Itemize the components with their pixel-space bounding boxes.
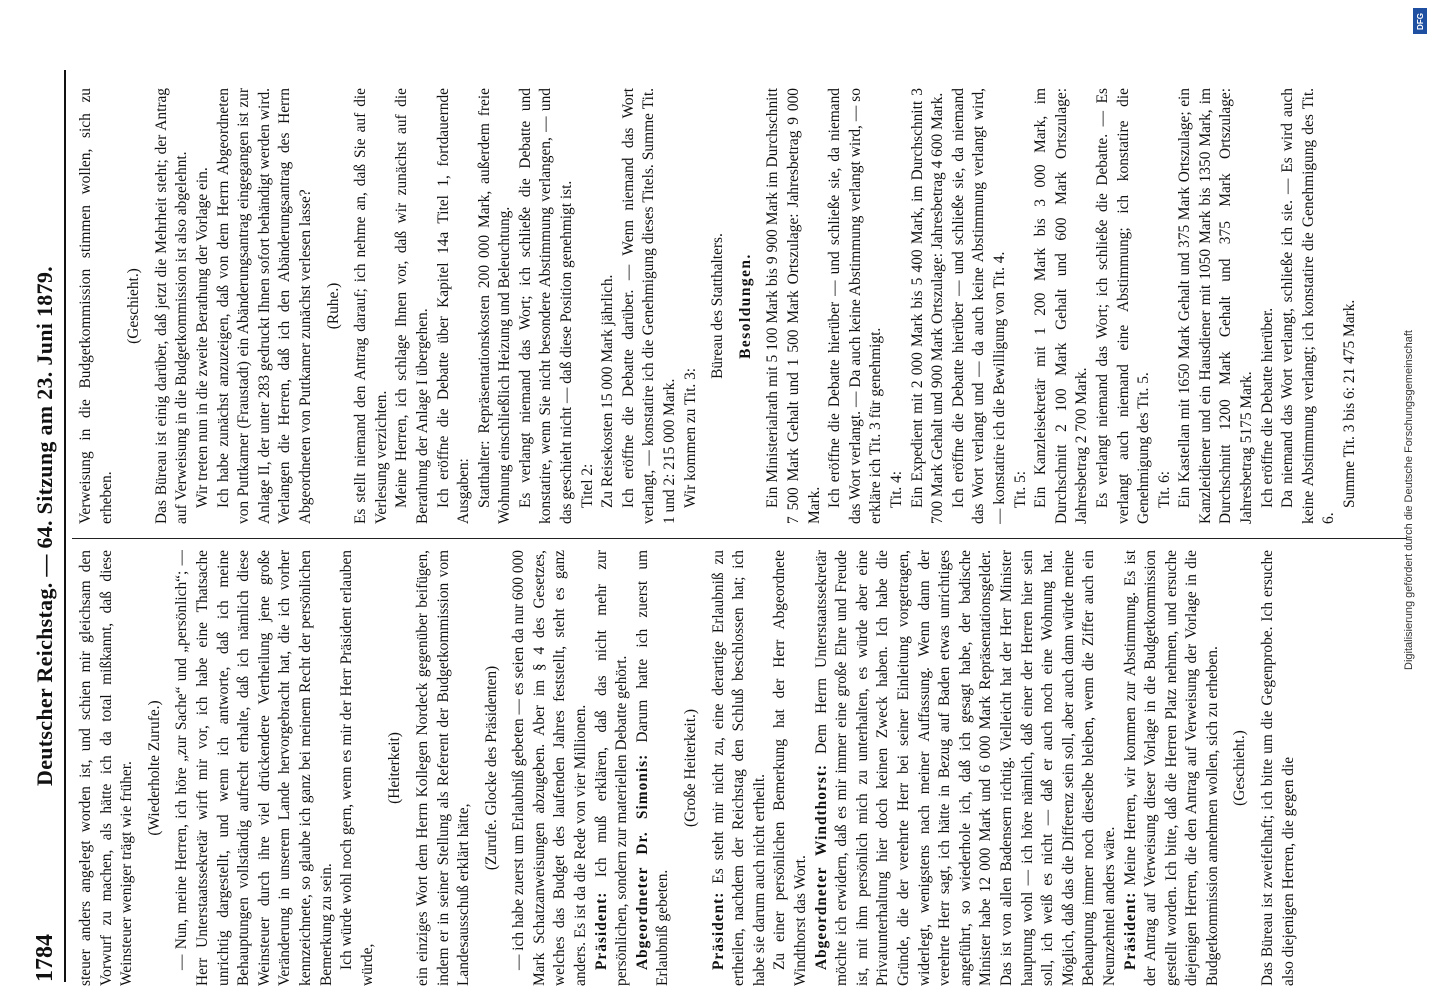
speaker-name: Präsident: xyxy=(709,891,727,970)
paragraph xyxy=(172,550,337,986)
paragraph-text: Zu Reisekosten 15 000 Mark jährlich. xyxy=(599,274,617,508)
paragraph xyxy=(193,88,214,524)
speech-paragraph xyxy=(592,550,633,986)
paragraph xyxy=(1093,88,1155,524)
paragraph-text: Es verlangt niemand das Wort; ich schließe die Debatte. — Es verlangt auch niemand eine Abstimmung; ich konstatire die Genehmigung des Tit. 5. xyxy=(1093,88,1153,524)
paragraph xyxy=(351,88,392,524)
paragraph-text: Ich eröffne die Debatte hierüber — und schließe sie, da niemand das Wort verlangt. — Da auch keine Abstimmung verlangt wird, — so erkläre ich Tit. 3 für genehmigt. xyxy=(826,88,885,524)
speech-paragraph xyxy=(633,550,674,986)
paragraph-text: Meine Herren, wir kommen zur Abstimmung. Es ist der Antrag auf Verweisung dieser Vorlage in die Budgetkommission gestellt worden. Ich bitte, daß die Herren Platz nehmen, und ersuche diejenigen Herren, die den Antrag auf Verweisung der Vorlage in die Budgetkommission annehmen wollen, sich zu erheben. xyxy=(1121,550,1221,986)
paragraph-text: Ich eröffne die Debatte hierüber. xyxy=(1258,307,1276,508)
right-column xyxy=(76,88,1406,524)
stage-direction: (Geschieht.) xyxy=(125,268,143,344)
paragraph xyxy=(578,88,599,524)
paragraph xyxy=(475,88,516,524)
stage-direction: (Zurufe. Glocke des Präsidenten) xyxy=(482,665,500,871)
paragraph xyxy=(1011,88,1032,524)
paragraph-text: Ein Kanzleisekretär mit 1 200 Mark bis 3 000 Mark, im Durchschnitt 2 100 Mark Gehalt und 600 Mark Ortszulage: Jahresbetrag 2 700 Mark. xyxy=(1032,88,1091,524)
paragraph-text: Wir kommen zu Tit. 3: xyxy=(681,367,699,508)
paragraph-text: Titel 2: xyxy=(578,463,596,508)
page-number: 1784 xyxy=(32,934,58,982)
paragraph-text: Zu einer persönlichen Bemerkung hat der Herr Abgeordnete Windthorst das Wort. xyxy=(771,550,809,986)
paragraph xyxy=(152,88,193,524)
paragraph-text: Ich eröffne die Debatte über Kapitel 14a Titel 1, fortdauernde Ausgaben: xyxy=(434,88,473,524)
stage-direction: Besoldungen. xyxy=(736,253,754,359)
paragraph xyxy=(770,550,811,986)
paragraph-text: Meine Herren, ich schlage Ihnen vor, daß wir zunächst auf die Berathung der Anlage I übergehen. xyxy=(393,88,431,524)
stage-direction: (Ruhe.) xyxy=(324,282,342,330)
paragraph-text: Ein Expedient mit 2 000 Mark bis 5 400 Mark, im Durchschnitt 3 700 Mark Gehalt und 900 Mark Ortszulage: Jahresbetrag 4 600 Mark. xyxy=(908,88,947,524)
paragraph xyxy=(619,88,681,524)
paragraph-text: Ich würde wohl noch gern, wenn es mir der Herr Präsident erlauben würde, xyxy=(338,550,376,986)
paragraph-text: Tit. 5: xyxy=(1011,470,1029,508)
paragraph xyxy=(1155,88,1176,524)
paragraph-text: Da niemand das Wort verlangt, schließe ich sie. — Es wird auch keine Abstimmung verlangt; ich konstatire die Genehmigung des Tit. 6. xyxy=(1279,88,1338,524)
paragraph xyxy=(214,88,317,524)
paragraph xyxy=(825,88,887,524)
paragraph-text: Ich habe zunächst anzuzeigen, daß von dem Herrn Abgeordneten von Puttkamer (Fraustadt) ein Abänderungsantrag eingegangen ist zur Anlage II, der unter 283 gedruckt Ihnen sofort behändigt werden wird. Verlangen die Herren, daß ich den Abänderungsantrag des Herrn Abgeordneten von Puttkamer zunächst verlesen lasse? xyxy=(214,88,314,524)
paragraph xyxy=(1278,88,1340,524)
paragraph xyxy=(516,88,578,524)
speech-paragraph xyxy=(1121,550,1224,986)
paragraph xyxy=(1340,88,1361,524)
paragraph-text: Es stellt niemand den Antrag darauf; ich nehme an, daß Sie auf die Verlesung verzichten. xyxy=(352,88,390,524)
paragraph xyxy=(509,550,591,986)
paragraph xyxy=(413,550,475,986)
paragraph-text: Verweisung in die Budgetkommission stimmen wollen, sich zu erheben. xyxy=(77,88,115,524)
paragraph-text: Wir treten nun in die zweite Berathung der Vorlage ein. xyxy=(193,167,211,508)
paragraph-text: steuer anders angelegt worden ist, und schien mir gleichsam den Vorwurf zu machen, als hätte ich da total mißkannt, daß diese Weinsteuer weniger trägt wie früher. xyxy=(77,550,136,986)
page-header xyxy=(22,70,66,982)
stage-direction: (Geschieht.) xyxy=(1231,730,1249,806)
paragraph-text: Ich eröffne die Debatte darüber. — Wenn niemand das Wort verlangt, — konstatire ich die Genehmigung dieses Titels. Summe Tit. 1 und 2: 215 000 Mark. xyxy=(619,88,679,524)
paragraph xyxy=(434,88,475,524)
speech-paragraph xyxy=(709,550,771,986)
paragraph xyxy=(1258,550,1299,986)
speaker-name: Präsident: xyxy=(592,891,610,970)
paragraph xyxy=(1031,88,1093,524)
left-column xyxy=(76,550,1406,986)
paragraph-text: Das Büreau ist zweifelhaft; ich bitte um die Gegenprobe. Ich ersuche also diejenigen Herren, die gegen die xyxy=(1259,550,1297,986)
stage-direction: (Große Heiterkeit.) xyxy=(682,709,700,827)
paragraph xyxy=(681,88,702,524)
stage-direction: Büreau des Statthalters. xyxy=(709,233,727,379)
paragraph-text: Ein Kastellan mit 1650 Mark Gehalt und 375 Mark Ortszulage; ein Kanzleidiener und ein Hausdiener mit 1050 Mark bis 1350 Mark, im Durchschnitt 1200 Mark Gehalt und 375 Mark Ortszulage: Jahresbetrag 5175 Mark. xyxy=(1176,88,1256,524)
paragraph-text: Es steht mir nicht zu, eine derartige Erlaubniß zu ertheilen, nachdem der Reichstag den Schluß beschlossen hat; ich habe sie darum auch nicht ertheilt. xyxy=(709,550,768,986)
paragraph-text: Ein Ministerialrath mit 5 100 Mark bis 9 900 Mark im Durchschnitt 7 500 Mark Gehalt und 1 500 Mark Ortszulage: Jahresbetrag 9 000 Mark. xyxy=(764,88,823,524)
running-title: Deutscher Reichstag. — 64. Sitzung am 23. Juni 1879. xyxy=(32,266,57,786)
paragraph-text: Ich eröffne die Debatte hierüber — und schließe sie, da niemand das Wort verlangt und — da auch keine Abstimmung verlangt wird, — konstatire ich die Bewilligung von Tit. 4. xyxy=(949,88,1008,524)
speech-paragraph xyxy=(812,550,1121,986)
paragraph xyxy=(76,88,117,524)
paragraph xyxy=(1258,88,1279,524)
paragraph-text: ein einziges Wort dem Herrn Kollegen Nordeck gegenüber beifügen, indem er in seiner Stellung als Referent der Budgetkommission vom Landesausschuß erklärt hätte, xyxy=(413,550,473,986)
paragraph-text: Dem Herrn Unterstaatssekretär möchte ich erwidern, daß es mir immer eine große Ehre und Freude ist, mit ihm persönlich mich zu unterhalten, es würde aber eine Privatunterhaltung hier doch keinen Zweck haben. Ich habe die Gründe, die der verehrte Herr bei seiner Einleitung vorgetragen, widerlegt, wenigstens nach meiner Auffassung. Wenn dann der verehrte Herr sagt, ich hätte in Bezug auf Baden etwas unrichtiges angeführt, so wiederhole ich, daß ich gesagt habe, der badische Minister habe 12 000 Mark und 6 000 Mark Repräsentationsgelder. Das ist von allen Badensern richtig. Vielleicht hat der Herr Minister hauptung wohl — ich höre nämlich, daß einer der Herren hier sein soll, ich weiß es nicht — daß er auch noch eine Wohnung hat. Möglich, daß das die Differenz sein soll, aber auch dann würde meine Behauptung immer noch dieselbe bleiben, wenn die Ziffer auch ein Neunzehntel anders wäre. xyxy=(812,550,1118,986)
paragraph-text: — ich habe zuerst um Erlaubniß gebeten — es seien da nur 600 000 Mark Schatzanweisungen abzugeben. Aber im § 4 des Gesetzes, welches das Budget des laufenden Jahres feststellt, steht es ganz anders. Es ist da die Rede von vier Millionen. xyxy=(510,550,590,986)
paragraph xyxy=(392,88,433,524)
paragraph xyxy=(1175,88,1257,524)
paragraph xyxy=(598,88,619,524)
speaker-name: Abgeordneter Dr. Simonis: xyxy=(633,753,651,970)
column-divider xyxy=(72,538,1407,539)
stage-direction: (Wiederholte Zurufe.) xyxy=(145,700,163,836)
paragraph xyxy=(908,88,949,524)
paragraph-text: Summe Tit. 3 bis 6: 21 475 Mark. xyxy=(1341,299,1359,508)
paragraph-text: Tit. 6: xyxy=(1155,470,1173,508)
dfg-logo: DFG xyxy=(1413,8,1427,34)
paragraph xyxy=(337,550,378,986)
paragraph-text: Ich muß erklären, daß das nicht mehr zur persönlichen, sondern zur materiellen Debatte gehört. xyxy=(592,550,631,986)
paragraph-text: — Nun, meine Herren, ich höre „zur Sache“ und „persönlich“; — Herr Unterstaatssekretär wirft mir vor, ich habe eine Thatsache unrichtig dargestellt, und wenn ich antworte, daß ich meine Behauptungen vollständig aufrecht erhalte, daß ich nämlich diese Weinsteuer durch ihre viel drückendere Vertheilung jene große Veränderung in unserem Lande hervorgebracht hat, die ich vorher kennzeichnete, so glaube ich ganz bei meinem Recht der persönlichen Bemerkung zu sein. xyxy=(173,550,335,986)
speaker-name: Abgeordneter Windthorst: xyxy=(812,764,830,970)
speaker-name: Präsident: xyxy=(1121,891,1139,970)
paragraph-text: Statthalter: Repräsentationskosten 200 000 Mark, außerdem freie Wohnung einschließlich Heizung und Beleuchtung. xyxy=(475,88,514,524)
paragraph xyxy=(949,88,1011,524)
paragraph-text: Das Büreau ist einig darüber, daß jetzt die Mehrheit steht; der Antrag auf Verweisung in die Budgetkommission ist also abgelehnt. xyxy=(152,88,191,524)
paragraph-text: Tit. 4: xyxy=(887,470,905,508)
paragraph xyxy=(887,88,908,524)
digitization-credit: Digitalisierung gefördert durch die Deutsche Forschungsgemeinschaft xyxy=(1403,330,1415,670)
paragraph-text: Es verlangt niemand das Wort; ich schließe die Debatte und konstatire, wenn Sie nicht besondere Abstimmung verlangen, — und das geschieht nicht — daß diese Position genehmigt ist. xyxy=(516,88,576,524)
paragraph xyxy=(763,88,825,524)
paragraph xyxy=(76,550,138,986)
paragraph-text: Darum hatte ich zuerst um Erlaubniß gebeten. xyxy=(633,550,672,986)
stage-direction: (Heiterkeit) xyxy=(386,732,404,804)
